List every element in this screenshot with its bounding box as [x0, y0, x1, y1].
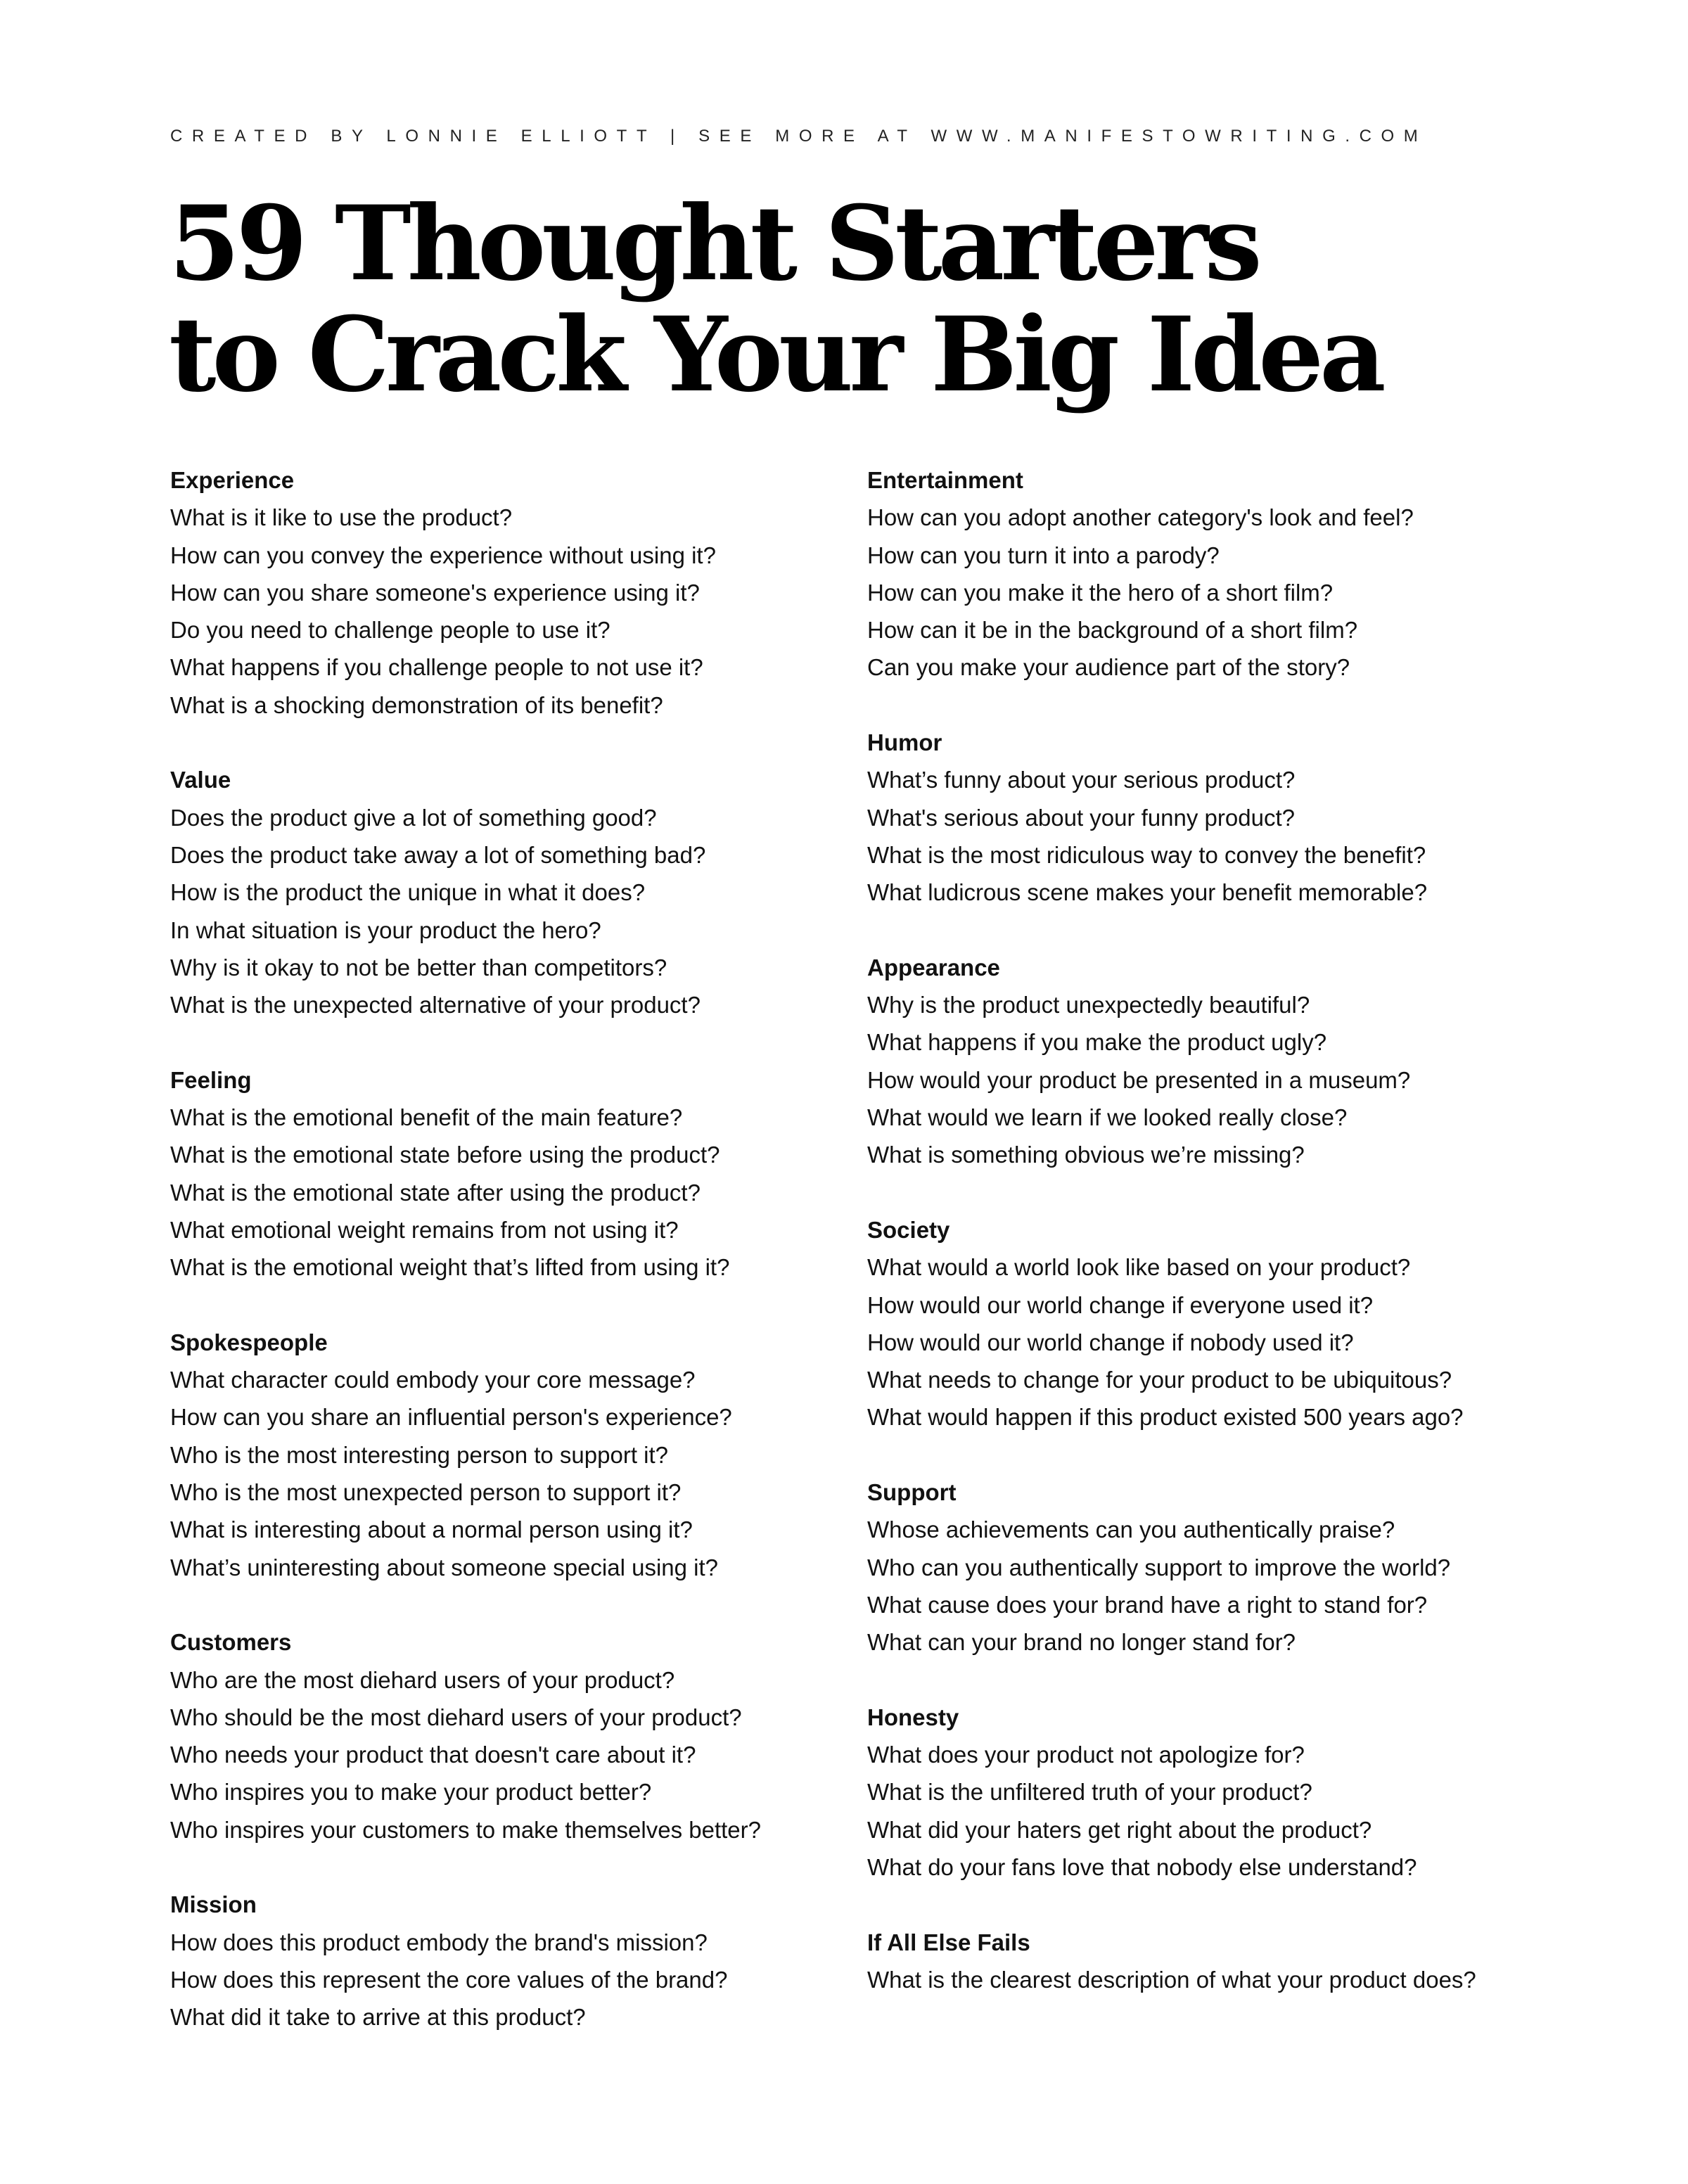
question-item: Whose achievements can you authentically praise?: [867, 1516, 1395, 1543]
question-item: What's serious about your funny product?: [867, 804, 1295, 831]
question-item: What would we learn if we looked really close?: [867, 1104, 1348, 1131]
question-item: What did it take to arrive at this product?: [170, 2004, 586, 2031]
question-item: Who can you authentically support to improve the world?: [867, 1554, 1451, 1580]
section-honesty: [867, 1699, 1556, 1886]
section-heading: Humor: [867, 729, 942, 756]
page-title-line-2: to Crack Your Big Idea: [169, 295, 1382, 415]
question-item: Do you need to challenge people to use it?: [170, 617, 610, 644]
question-item: What is the most ridiculous way to convey the benefit?: [867, 841, 1426, 868]
question-item: Who needs your product that doesn't care about it?: [170, 1742, 696, 1768]
section-heading: Entertainment: [867, 467, 1023, 493]
section-appearance: [867, 949, 1556, 1174]
question-item: What’s uninteresting about someone special using it?: [170, 1554, 719, 1580]
section-entertainment: [867, 461, 1556, 687]
question-item: What cause does your brand have a right to stand for?: [867, 1591, 1428, 1618]
question-item: What is the clearest description of what your product does?: [867, 1966, 1476, 1993]
section-heading: Mission: [170, 1891, 257, 1918]
section-heading: Society: [867, 1216, 950, 1243]
question-item: What needs to change for your product to be ubiquitous?: [867, 1367, 1452, 1393]
section-feeling: [170, 1061, 845, 1286]
question-item: Can you make your audience part of the story?: [867, 654, 1350, 681]
section-heading: If All Else Fails: [867, 1929, 1030, 1955]
question-item: What is the emotional benefit of the main feature?: [170, 1104, 683, 1131]
question-item: How can you turn it into a parody?: [867, 542, 1220, 568]
right-column: [867, 461, 1556, 2036]
question-item: What is it like to use the product?: [170, 504, 513, 531]
question-item: How would your product be presented in a museum?: [867, 1066, 1411, 1093]
section-society: [867, 1211, 1556, 1436]
question-item: Who should be the most diehard users of your product?: [170, 1704, 742, 1730]
question-item: How can you adopt another category's look and feel?: [867, 504, 1414, 531]
credit-line: CREATED BY LONNIE ELLIOTT | SEE MORE AT WWW.MANIFESTOWRITING.COM: [170, 127, 1428, 146]
page-title: [169, 184, 1382, 415]
question-item: What happens if you make the product ugly?: [867, 1029, 1327, 1056]
question-item: What is the emotional state before using the product?: [170, 1142, 720, 1168]
question-item: Who are the most diehard users of your product?: [170, 1666, 675, 1693]
section-heading: Feeling: [170, 1066, 252, 1093]
section-support: [867, 1474, 1556, 1661]
section-heading: Appearance: [867, 954, 1000, 981]
question-item: What is a shocking demonstration of its benefit?: [170, 691, 663, 718]
section-spokespeople: [170, 1324, 845, 1586]
section-experience: [170, 461, 845, 724]
section-heading: Customers: [170, 1629, 292, 1656]
left-column: [170, 461, 845, 2074]
section-mission: [170, 1886, 845, 2036]
question-item: What is the emotional weight that’s lifted from using it?: [170, 1254, 730, 1281]
question-item: How can you make it the hero of a short film?: [867, 579, 1334, 606]
question-item: What happens if you challenge people to not use it?: [170, 654, 703, 681]
section-if-all-else-fails: [867, 1924, 1556, 1999]
question-item: Who is the most unexpected person to support it?: [170, 1479, 682, 1506]
question-item: What is the unfiltered truth of your product?: [867, 1779, 1312, 1806]
section-humor: [867, 724, 1556, 911]
question-item: What would happen if this product existed 500 years ago?: [867, 1404, 1464, 1431]
section-heading: Experience: [170, 467, 295, 493]
section-heading: Spokespeople: [170, 1329, 328, 1355]
question-item: Who inspires your customers to make themselves better?: [170, 1816, 762, 1843]
section-value: [170, 761, 845, 1023]
section-heading: Honesty: [867, 1704, 959, 1730]
question-item: In what situation is your product the hero?: [170, 917, 601, 943]
question-item: What does your product not apologize for?: [867, 1742, 1305, 1768]
question-item: What is the emotional state after using the product?: [170, 1179, 701, 1206]
question-item: Who is the most interesting person to support it?: [170, 1441, 669, 1468]
question-item: What emotional weight remains from not using it?: [170, 1216, 679, 1243]
question-item: Who inspires you to make your product better?: [170, 1779, 652, 1806]
question-item: How does this product embody the brand's mission?: [170, 1929, 708, 1955]
question-item: How would our world change if nobody used it?: [867, 1329, 1354, 1355]
question-item: How can you convey the experience without using it?: [170, 542, 716, 568]
question-item: Does the product give a lot of something good?: [170, 804, 657, 831]
section-customers: [170, 1623, 845, 1848]
question-item: Does the product take away a lot of something bad?: [170, 841, 706, 868]
page-title-line-1: 59 Thought Starters: [169, 184, 1258, 304]
question-item: Why is the product unexpectedly beautiful?: [867, 992, 1310, 1018]
question-item: What is interesting about a normal person using it?: [170, 1516, 693, 1543]
question-item: What would a world look like based on your product?: [867, 1254, 1411, 1281]
question-item: What character could embody your core message?: [170, 1367, 696, 1393]
question-item: How can you share an influential person's experience?: [170, 1404, 732, 1431]
question-item: What is the unexpected alternative of your product?: [170, 992, 701, 1018]
question-item: Why is it okay to not be better than competitors?: [170, 954, 667, 981]
section-heading: Value: [170, 767, 231, 793]
question-item: How can it be in the background of a short film?: [867, 617, 1358, 644]
question-item: What is something obvious we’re missing?: [867, 1142, 1305, 1168]
question-item: What do your fans love that nobody else understand?: [867, 1853, 1417, 1880]
question-item: How is the product the unique in what it does?: [170, 879, 646, 906]
question-item: What can your brand no longer stand for?: [867, 1629, 1296, 1656]
question-item: What’s funny about your serious product?: [867, 767, 1296, 793]
question-item: What did your haters get right about the product?: [867, 1816, 1372, 1843]
section-heading: Support: [867, 1479, 957, 1506]
question-item: How does this represent the core values of the brand?: [170, 1966, 728, 1993]
question-item: What ludicrous scene makes your benefit memorable?: [867, 879, 1428, 906]
question-item: How would our world change if everyone used it?: [867, 1291, 1374, 1318]
question-item: How can you share someone's experience using it?: [170, 579, 700, 606]
